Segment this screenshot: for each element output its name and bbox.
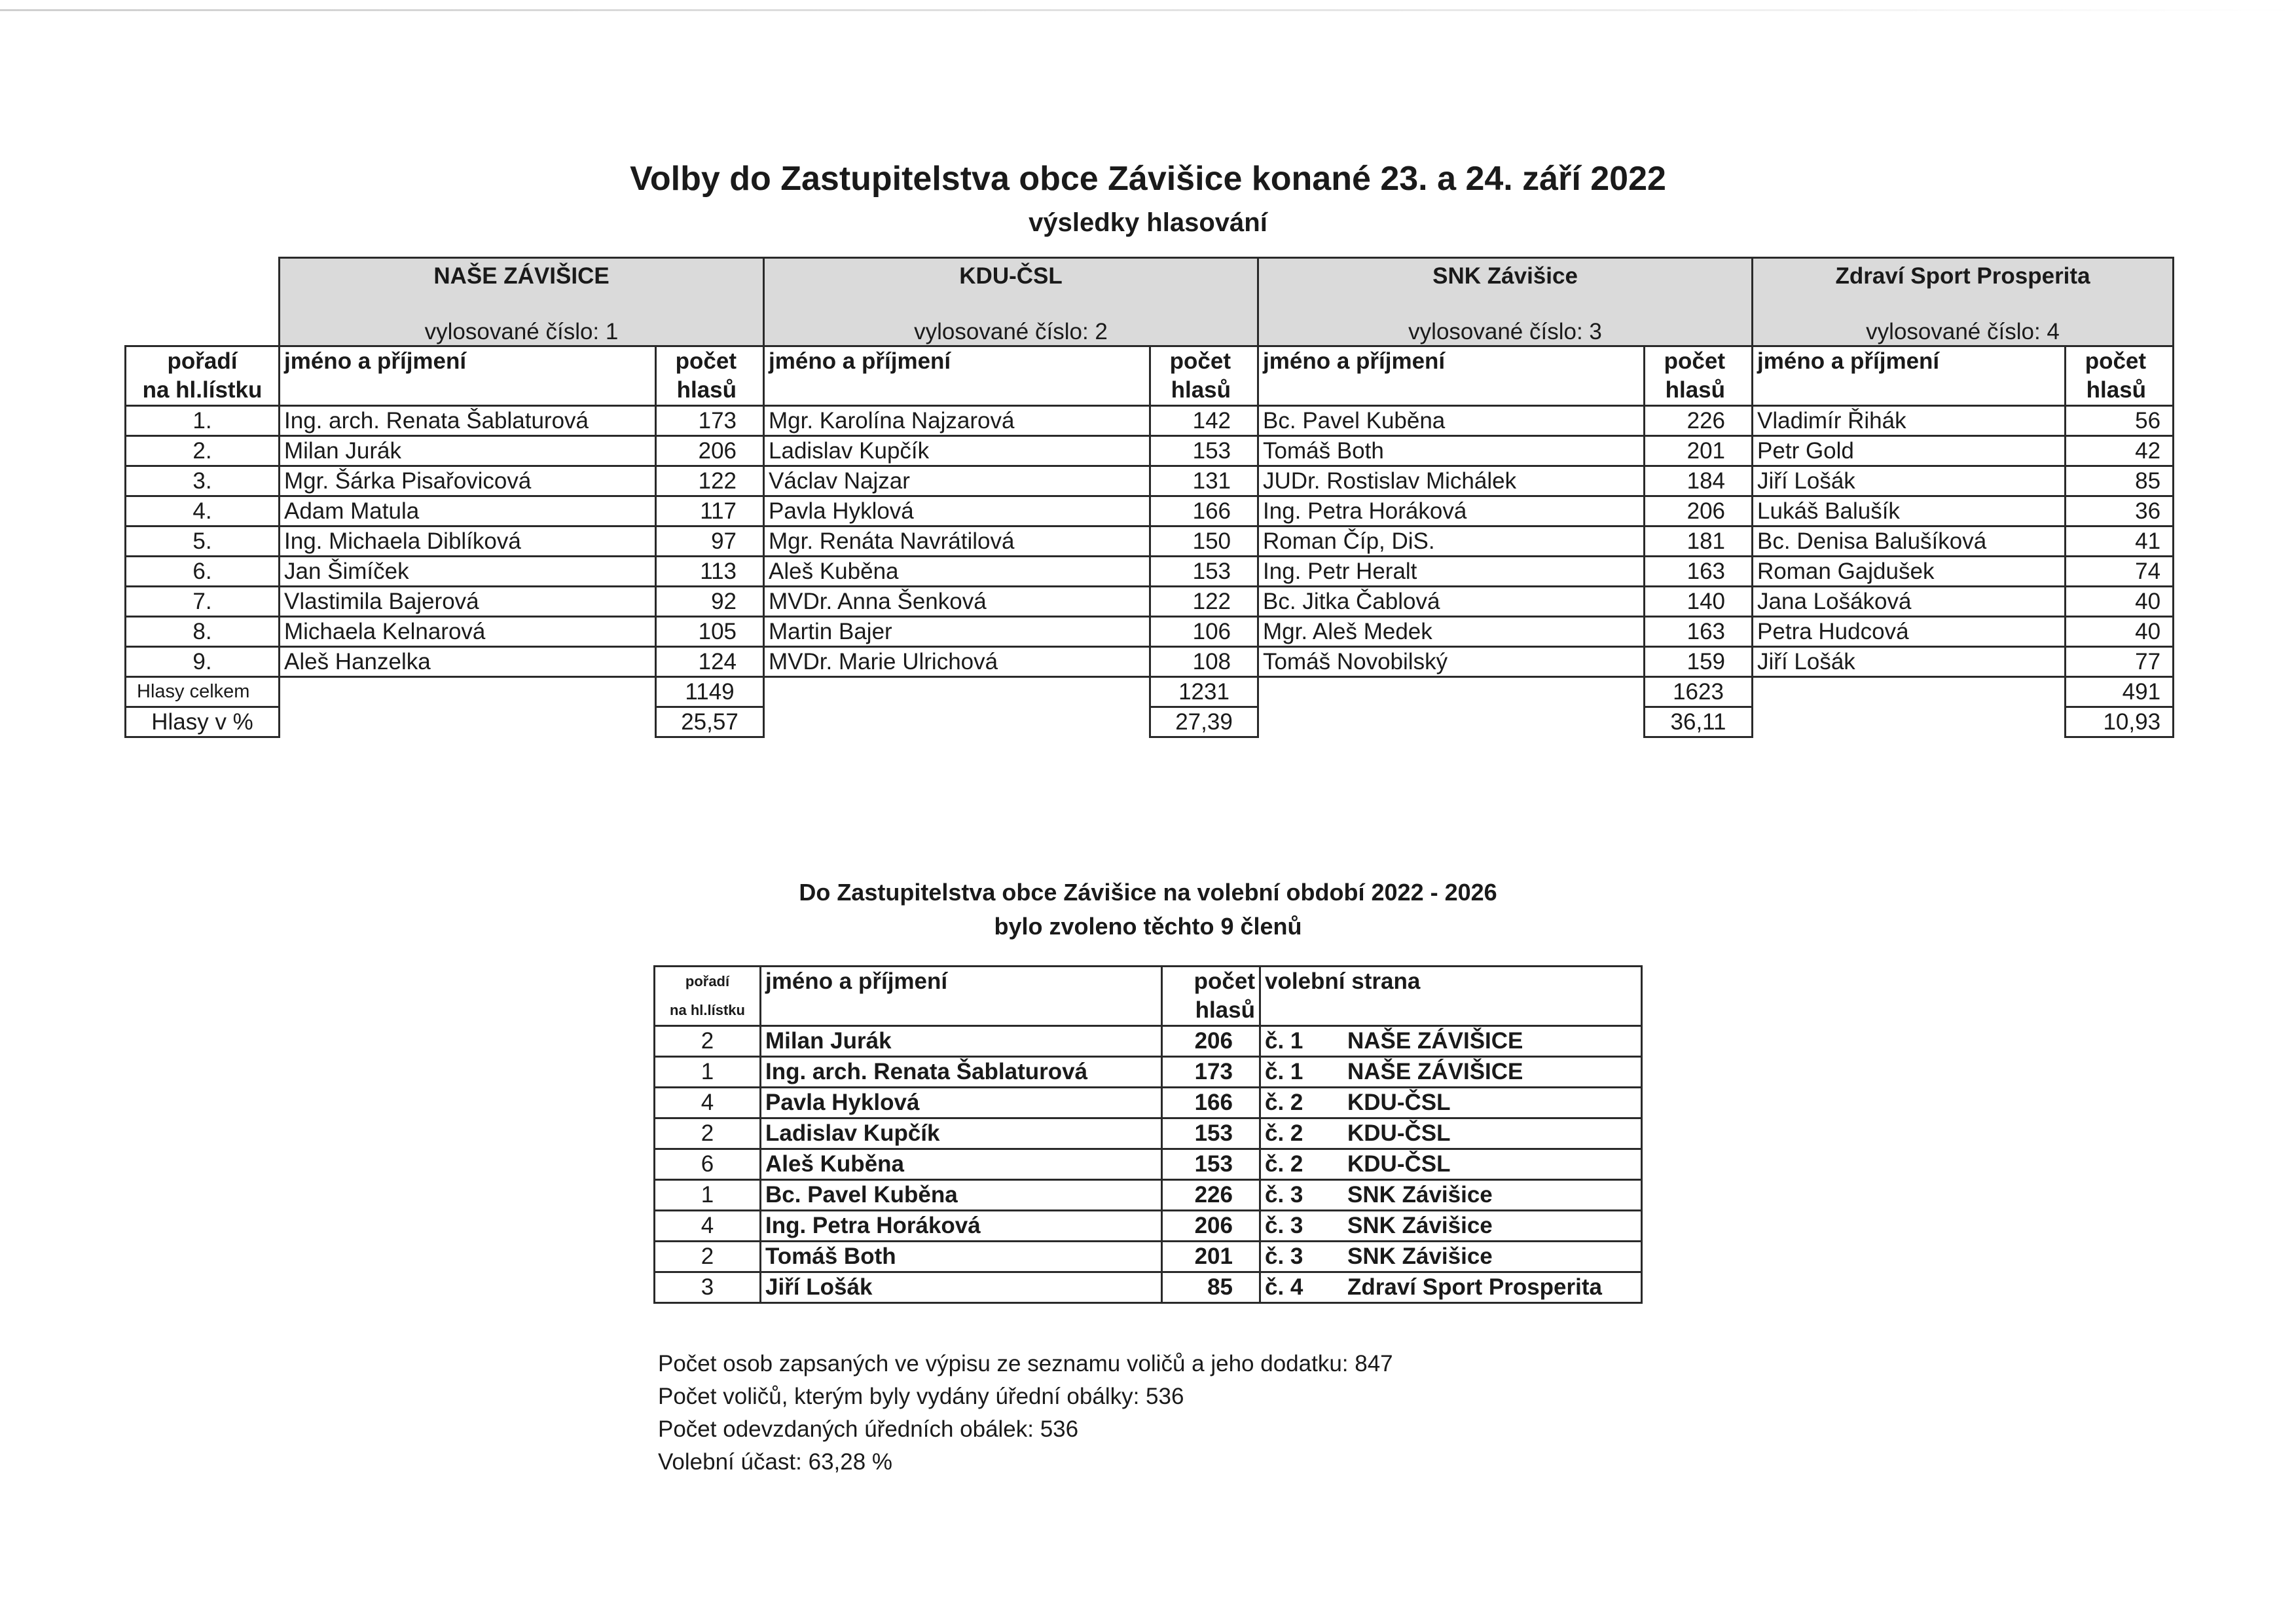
party-header: volební strana: [1260, 967, 1642, 1026]
candidate-name: Pavla Hyklová: [764, 496, 1150, 526]
percent-votes-value: 25,57: [656, 707, 764, 737]
candidate-votes: 150: [1150, 526, 1258, 557]
elected-header-row: [655, 967, 1642, 1026]
party-header-4: [1753, 258, 2174, 346]
returned-envelopes-line: Počet odevzdaných úředních obálek: 536: [658, 1416, 1079, 1442]
candidate-name: Václav Najzar: [764, 466, 1150, 496]
member-votes: 206: [1162, 1211, 1260, 1242]
candidate-votes: 206: [1645, 496, 1753, 526]
order-header: pořadí na hl.lístku: [655, 967, 761, 1026]
scan-edge-line: [0, 9, 2296, 11]
candidate-name: Petra Hudcová: [1753, 617, 2066, 647]
ballot-order: 2: [655, 1242, 761, 1272]
elected-member-row: [655, 1118, 1642, 1149]
party-number: č. 4: [1265, 1274, 1303, 1300]
member-name: Ing. Petra Horáková: [761, 1211, 1162, 1242]
member-votes: 85: [1162, 1272, 1260, 1303]
ballot-order: 2.: [126, 436, 280, 466]
party-number: č. 1: [1265, 1028, 1303, 1054]
statistics-block: [658, 1348, 1393, 1479]
candidate-name: JUDr. Rostislav Michálek: [1258, 466, 1645, 496]
member-votes: 153: [1162, 1149, 1260, 1180]
member-party: [1260, 1057, 1642, 1088]
document-title: Volby do Zastupitelstva obce Závišice konané 23. a 24. září 2022: [630, 160, 1666, 198]
order-header: pořadí na hl.lístku: [126, 346, 280, 406]
party-name: KDU-ČSL: [1347, 1090, 1451, 1115]
party-number: č. 2: [1265, 1120, 1303, 1146]
candidate-name: Jiří Lošák: [1753, 466, 2066, 496]
party-number: č. 3: [1265, 1244, 1303, 1269]
candidate-votes: 159: [1645, 647, 1753, 677]
candidate-name: Mgr. Renáta Navrátilová: [764, 526, 1150, 557]
votes-header: počet hlasů: [1162, 967, 1260, 1026]
name-header: jméno a příjmení: [761, 967, 1162, 1026]
party-lot-number: vylosované číslo: 4: [1866, 319, 2060, 344]
ballot-order: 6.: [126, 557, 280, 587]
member-name: Ing. arch. Renata Šablaturová: [761, 1057, 1162, 1088]
candidate-name: Tomáš Novobilský: [1258, 647, 1645, 677]
votes-header: počet hlasů: [656, 346, 764, 406]
votes-header: počet hlasů: [1150, 346, 1258, 406]
candidate-name: Martin Bajer: [764, 617, 1150, 647]
party-number: č. 2: [1265, 1151, 1303, 1177]
candidate-votes: 173: [656, 406, 764, 436]
party-name: NAŠE ZÁVIŠICE: [1347, 1059, 1523, 1084]
candidate-name: Ing. Michaela Diblíková: [280, 526, 656, 557]
votes-header: počet hlasů: [1645, 346, 1753, 406]
candidate-name: Mgr. Karolína Najzarová: [764, 406, 1150, 436]
party-name: SNK Závišice: [1432, 263, 1578, 289]
member-name: Bc. Pavel Kuběna: [761, 1180, 1162, 1211]
candidate-votes: 166: [1150, 496, 1258, 526]
total-votes-value: 1623: [1645, 677, 1753, 707]
ballot-order: 5.: [126, 526, 280, 557]
candidate-name: Bc. Jitka Čablová: [1258, 587, 1645, 617]
candidate-votes: 153: [1150, 436, 1258, 466]
ballot-order: 2: [655, 1026, 761, 1057]
candidate-name: Mgr. Šárka Pisařovicová: [280, 466, 656, 496]
member-party: [1260, 1026, 1642, 1057]
elected-member-row: [655, 1057, 1642, 1088]
candidate-votes: 97: [656, 526, 764, 557]
ballot-order: 9.: [126, 647, 280, 677]
candidate-votes: 117: [656, 496, 764, 526]
member-name: Milan Jurák: [761, 1026, 1162, 1057]
party-number: č. 3: [1265, 1213, 1303, 1238]
elected-subtitle: bylo zvoleno těchto 9 členů: [994, 913, 1302, 940]
candidate-votes: 85: [2066, 466, 2174, 496]
ballot-order: 1: [655, 1057, 761, 1088]
party-header-2: [764, 258, 1258, 346]
candidate-row: [126, 557, 2174, 587]
party-name: KDU-ČSL: [1347, 1120, 1451, 1146]
elected-member-row: [655, 1026, 1642, 1057]
candidate-votes: 36: [2066, 496, 2174, 526]
candidate-row: [126, 617, 2174, 647]
party-number: č. 3: [1265, 1182, 1303, 1208]
turnout-line: Volební účast: 63,28 %: [658, 1449, 893, 1475]
candidate-name: Michaela Kelnarová: [280, 617, 656, 647]
candidate-name: Bc. Denisa Balušíková: [1753, 526, 2066, 557]
party-header-1: [280, 258, 764, 346]
member-party: [1260, 1118, 1642, 1149]
member-name: Pavla Hyklová: [761, 1088, 1162, 1118]
candidate-votes: 77: [2066, 647, 2174, 677]
member-name: Tomáš Both: [761, 1242, 1162, 1272]
percent-votes-row: [126, 707, 2174, 737]
candidate-name: MVDr. Marie Ulrichová: [764, 647, 1150, 677]
candidate-votes: 74: [2066, 557, 2174, 587]
elected-member-row: [655, 1088, 1642, 1118]
member-votes: 166: [1162, 1088, 1260, 1118]
candidate-votes: 56: [2066, 406, 2174, 436]
candidate-name: Vladimír Řihák: [1753, 406, 2066, 436]
results-table: [124, 257, 2174, 738]
ballot-order: 1: [655, 1180, 761, 1211]
candidate-votes: 131: [1150, 466, 1258, 496]
party-name: SNK Závišice: [1347, 1244, 1493, 1269]
ballot-order: 7.: [126, 587, 280, 617]
percent-votes-value: 27,39: [1150, 707, 1258, 737]
candidate-row: [126, 496, 2174, 526]
party-lot-number: vylosované číslo: 1: [424, 319, 619, 344]
candidate-votes: 40: [2066, 587, 2174, 617]
member-party: [1260, 1272, 1642, 1303]
member-votes: 201: [1162, 1242, 1260, 1272]
candidate-row: [126, 466, 2174, 496]
percent-votes-value: 36,11: [1645, 707, 1753, 737]
elected-title: Do Zastupitelstva obce Závišice na volební období 2022 - 2026: [799, 879, 1497, 906]
name-header: jméno a příjmení: [1753, 346, 2066, 406]
party-header-row: [126, 258, 2174, 346]
candidate-name: Adam Matula: [280, 496, 656, 526]
ballot-order: 6: [655, 1149, 761, 1180]
candidate-votes: 201: [1645, 436, 1753, 466]
member-votes: 173: [1162, 1057, 1260, 1088]
ballot-order: 8.: [126, 617, 280, 647]
total-votes-row: [126, 677, 2174, 707]
document-subtitle: výsledky hlasování: [1029, 208, 1267, 237]
total-votes-value: 1149: [656, 677, 764, 707]
elected-member-row: [655, 1211, 1642, 1242]
candidate-row: [126, 526, 2174, 557]
candidate-votes: 226: [1645, 406, 1753, 436]
percent-votes-value: 10,93: [2066, 707, 2174, 737]
name-header: jméno a příjmení: [764, 346, 1150, 406]
candidate-name: Jan Šimíček: [280, 557, 656, 587]
name-header: jméno a příjmení: [1258, 346, 1645, 406]
candidate-name: Jiří Lošák: [1753, 647, 2066, 677]
member-name: Ladislav Kupčík: [761, 1118, 1162, 1149]
percent-votes-label: Hlasy v %: [126, 707, 280, 737]
ballot-order: 3: [655, 1272, 761, 1303]
party-name: NAŠE ZÁVIŠICE: [1347, 1028, 1523, 1054]
candidate-name: Ing. arch. Renata Šablaturová: [280, 406, 656, 436]
member-party: [1260, 1242, 1642, 1272]
candidate-name: Lukáš Balušík: [1753, 496, 2066, 526]
ballot-order: 3.: [126, 466, 280, 496]
ballot-order: 4: [655, 1211, 761, 1242]
candidate-name: Milan Jurák: [280, 436, 656, 466]
party-name: SNK Závišice: [1347, 1182, 1493, 1208]
elected-member-row: [655, 1180, 1642, 1211]
candidate-votes: 124: [656, 647, 764, 677]
candidate-name: Roman Číp, DiS.: [1258, 526, 1645, 557]
candidate-votes: 122: [656, 466, 764, 496]
candidate-votes: 163: [1645, 557, 1753, 587]
member-votes: 206: [1162, 1026, 1260, 1057]
candidate-name: Jana Lošáková: [1753, 587, 2066, 617]
elected-member-row: [655, 1242, 1642, 1272]
candidate-name: Roman Gajdušek: [1753, 557, 2066, 587]
name-header: jméno a příjmení: [280, 346, 656, 406]
candidate-votes: 142: [1150, 406, 1258, 436]
candidate-name: Aleš Hanzelka: [280, 647, 656, 677]
ballot-order: 4: [655, 1088, 761, 1118]
registered-voters-line: Počet osob zapsaných ve výpisu ze seznamu voličů a jeho dodatku: 847: [658, 1351, 1393, 1376]
candidate-votes: 41: [2066, 526, 2174, 557]
party-number: č. 2: [1265, 1090, 1303, 1115]
ballot-order: 4.: [126, 496, 280, 526]
candidate-votes: 108: [1150, 647, 1258, 677]
candidate-name: Petr Gold: [1753, 436, 2066, 466]
candidate-votes: 105: [656, 617, 764, 647]
candidate-votes: 153: [1150, 557, 1258, 587]
candidate-name: Ing. Petra Horáková: [1258, 496, 1645, 526]
total-votes-value: 491: [2066, 677, 2174, 707]
candidate-votes: 181: [1645, 526, 1753, 557]
party-name: Zdraví Sport Prosperita: [1835, 263, 2090, 289]
column-header-row: [126, 346, 2174, 406]
member-votes: 153: [1162, 1118, 1260, 1149]
candidate-name: Mgr. Aleš Medek: [1258, 617, 1645, 647]
candidate-name: Aleš Kuběna: [764, 557, 1150, 587]
candidate-votes: 140: [1645, 587, 1753, 617]
party-lot-number: vylosované číslo: 2: [914, 319, 1108, 344]
candidate-name: Ladislav Kupčík: [764, 436, 1150, 466]
member-party: [1260, 1180, 1642, 1211]
member-votes: 226: [1162, 1180, 1260, 1211]
elected-member-row: [655, 1149, 1642, 1180]
party-name: KDU-ČSL: [1347, 1151, 1451, 1177]
candidate-votes: 42: [2066, 436, 2174, 466]
party-name: NAŠE ZÁVIŠICE: [433, 263, 610, 289]
ballot-order: 2: [655, 1118, 761, 1149]
candidate-name: Ing. Petr Heralt: [1258, 557, 1645, 587]
party-number: č. 1: [1265, 1059, 1303, 1084]
party-header-3: [1258, 258, 1753, 346]
member-party: [1260, 1211, 1642, 1242]
issued-envelopes-line: Počet voličů, kterým byly vydány úřední obálky: 536: [658, 1384, 1184, 1409]
elected-member-row: [655, 1272, 1642, 1303]
candidate-votes: 92: [656, 587, 764, 617]
party-lot-number: vylosované číslo: 3: [1408, 319, 1602, 344]
candidate-name: Vlastimila Bajerová: [280, 587, 656, 617]
empty-corner: [126, 258, 280, 346]
party-name: SNK Závišice: [1347, 1213, 1493, 1238]
party-name: Zdraví Sport Prosperita: [1347, 1274, 1602, 1300]
candidate-votes: 206: [656, 436, 764, 466]
member-party: [1260, 1149, 1642, 1180]
candidate-votes: 106: [1150, 617, 1258, 647]
total-votes-value: 1231: [1150, 677, 1258, 707]
votes-header: počet hlasů: [2066, 346, 2174, 406]
total-votes-label: Hlasy celkem: [126, 677, 280, 707]
elected-members-table: [653, 965, 1643, 1304]
candidate-row: [126, 436, 2174, 466]
candidate-votes: 40: [2066, 617, 2174, 647]
member-name: Aleš Kuběna: [761, 1149, 1162, 1180]
member-name: Jiří Lošák: [761, 1272, 1162, 1303]
candidate-votes: 113: [656, 557, 764, 587]
candidate-row: [126, 647, 2174, 677]
candidate-row: [126, 406, 2174, 436]
party-name: KDU-ČSL: [959, 263, 1063, 289]
ballot-order: 1.: [126, 406, 280, 436]
candidate-votes: 184: [1645, 466, 1753, 496]
candidate-name: Tomáš Both: [1258, 436, 1645, 466]
candidate-row: [126, 587, 2174, 617]
candidate-votes: 122: [1150, 587, 1258, 617]
candidate-votes: 163: [1645, 617, 1753, 647]
candidate-name: MVDr. Anna Šenková: [764, 587, 1150, 617]
candidate-name: Bc. Pavel Kuběna: [1258, 406, 1645, 436]
member-party: [1260, 1088, 1642, 1118]
